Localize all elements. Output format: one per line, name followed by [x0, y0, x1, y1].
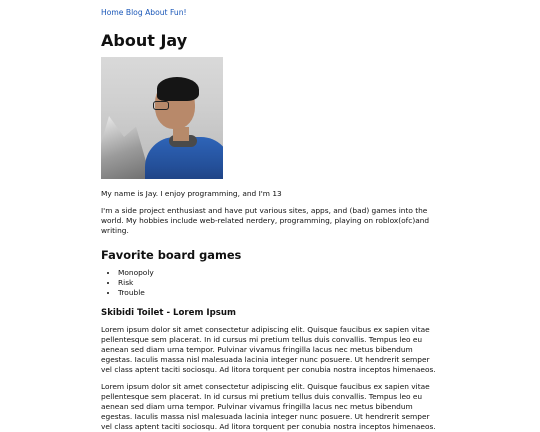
intro-line: My name is Jay. I enjoy programming, and I'm 13	[101, 189, 282, 198]
list-item: • Trouble	[118, 288, 439, 298]
board-games-list	[101, 268, 439, 298]
profile-photo	[101, 57, 223, 179]
board-games-heading: Favorite board games	[101, 248, 242, 262]
nav-link-about[interactable]: About	[145, 8, 168, 17]
nav-link-blog[interactable]: Blog	[125, 8, 143, 17]
lorem-paragraph: Lorem ipsum dolor sit amet consectetur adipiscing elit. Quisque faucibus ex sapien vitae pellentesque sem placerat. In id cursus mi pretium tellus duis convallis. Tempus leo eu aenean sed diam urna tempor. Pulvinar vivamus fringilla lacus nec metus bibendum egestas. Iaculis massa nisl malesuada lacinia integer nunc posuere. Ut hendrerit semper vel class aptent taciti sociosqu. Ad litora torquent per conubia nostra inceptos himenaeos.	[101, 382, 436, 431]
top-nav	[101, 8, 439, 18]
page-content	[101, 0, 439, 432]
nav-link-home[interactable]: Home	[101, 8, 124, 17]
photo-mountain-shape	[101, 109, 151, 179]
photo-glasses-shape	[153, 101, 169, 110]
page-title: About Jay	[101, 31, 188, 50]
nav-link-fun[interactable]: Fun!	[169, 8, 187, 17]
list-item: • Monopoly	[118, 268, 439, 278]
photo-hair-shape	[157, 77, 199, 101]
list-item: • Risk	[118, 278, 439, 288]
photo-neck-shape	[173, 127, 189, 141]
intro-paragraph: I'm a side project enthusiast and have put various sites, apps, and (bad) games into the world. My hobbies include web-related nerdery, programming, playing on roblox(ofc)and writing.	[101, 206, 430, 235]
lorem-paragraph: Lorem ipsum dolor sit amet consectetur adipiscing elit. Quisque faucibus ex sapien vitae pellentesque sem placerat. In id cursus mi pretium tellus duis convallis. Tempus leo eu aenean sed diam urna tempor. Pulvinar vivamus fringilla lacus nec metus bibendum egestas. Iaculis massa nisl malesuada lacinia integer nunc posuere. Ut hendrerit semper vel class aptent taciti sociosqu. Ad litora torquent per conubia nostra inceptos himenaeos.	[101, 325, 436, 374]
section-heading: Skibidi Toilet - Lorem Ipsum	[101, 308, 236, 318]
